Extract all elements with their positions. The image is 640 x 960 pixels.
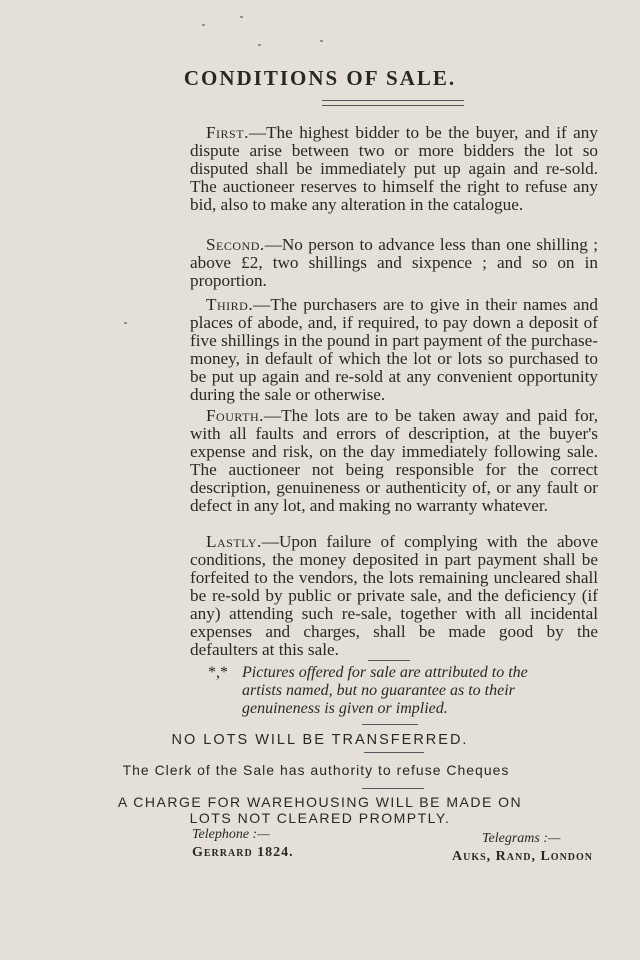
condition-lead: Third. [206, 295, 254, 314]
title-double-rule [322, 100, 464, 106]
no-transfer-notice: NO LOTS WILL BE TRANSFERRED. [171, 732, 469, 748]
condition-text: —The purchasers are to give in their names and places of abode, and, if required, to pay down a deposit of five shillings in the pound in part payment of the purchase-money, in default of which the lot or lots so purchased to be put up again and re-sold at any convenient opportunity during the sale or otherwise. [190, 295, 598, 404]
telegrams-address: Auks, Rand, London [452, 849, 594, 864]
telephone-number: Gerrard 1824. [192, 845, 294, 860]
cheques-notice: The Clerk of the Sale has authority to refuse Cheques [122, 762, 510, 778]
condition-lead: Fourth. [206, 406, 264, 425]
pictures-note [208, 664, 588, 718]
divider-rule [362, 788, 424, 789]
telegrams-block [452, 830, 593, 866]
paper-speck [202, 24, 205, 26]
condition-third [190, 296, 598, 404]
note-line: artists named, but no guarantee as to their [242, 682, 515, 699]
condition-lead: First. [206, 123, 249, 142]
note-line: Pictures offered for sale are attributed to the [242, 664, 528, 681]
paper-speck [240, 16, 243, 18]
warehousing-notice [0, 794, 640, 826]
asterism: *,* [208, 664, 228, 681]
condition-lead: Second. [206, 235, 265, 254]
condition-lead: Lastly. [206, 532, 262, 551]
condition-text: —Upon failure of complying with the above conditions, the money deposited in part payment shall be forfeited to the vendors, the lots remaining uncleared shall be re-sold by public or private sale, and the deficiency (if any) attending such re-sale, together with all incidental expenses and charges, shall be made good by the defaulters at this sale. [190, 532, 598, 659]
condition-second [190, 236, 598, 290]
note-line: genuineness is given or implied. [242, 700, 448, 717]
condition-text: —The lots are to be taken away and paid for, with all faults and errors of description, at the buyer's expense and risk, on the day immediately following sale. The auctioneer not being responsible for the correct description, genuineness or authenticity of, or any fault or defect in any lot, and making no warranty whatever. [190, 406, 598, 515]
divider-rule [364, 752, 424, 753]
telephone-block [192, 826, 294, 862]
warehousing-line: A CHARGE FOR WAREHOUSING WILL BE MADE ON [117, 794, 523, 810]
condition-text: —No person to advance less than one shilling ; above £2, two shillings and sixpence ; and so on in proportion. [190, 235, 598, 290]
warehousing-line: LOTS NOT CLEARED PROMPTLY. [189, 810, 451, 826]
page-title: CONDITIONS OF SALE. [183, 66, 457, 90]
condition-text: —The highest bidder to be the buyer, and if any dispute arise between two or more bidders the lot so disputed shall be immediately put up again and re-sold. The auctioneer reserves to himself the right to refuse any bid, also to make any alteration in the catalogue. [190, 123, 598, 214]
paper-speck [258, 44, 261, 46]
telegrams-label: Telegrams :— [482, 831, 561, 846]
paper-speck [124, 322, 127, 324]
divider-rule [368, 660, 410, 661]
divider-rule [362, 724, 418, 725]
condition-fourth [190, 407, 598, 515]
condition-lastly [190, 533, 598, 659]
telephone-label: Telephone :— [192, 827, 270, 842]
paper-speck [320, 40, 323, 42]
condition-first [190, 124, 598, 214]
